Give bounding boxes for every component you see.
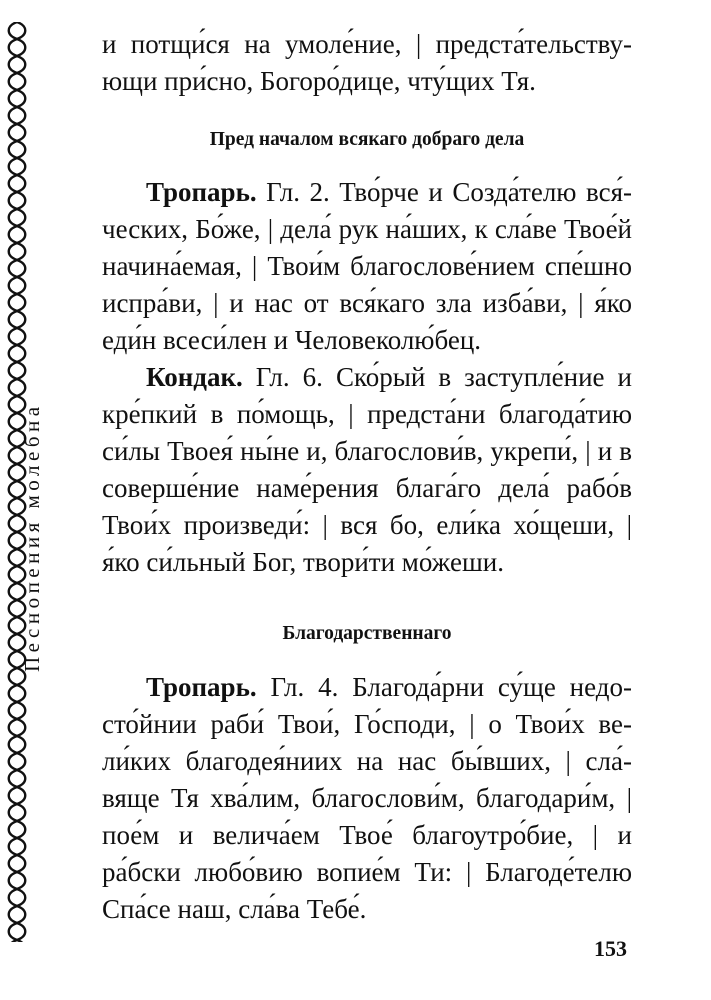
continuation-paragraph: и потщи́ся на умоле́ние, | предста́тельствующи при́сно, Богоро́дице, чту́щих Тя. [102, 29, 632, 96]
troparion-paragraph-1 [102, 174, 632, 359]
troparion-label: Тропарь. [146, 177, 257, 207]
troparion-label-2: Тропарь. [146, 672, 257, 702]
troparion-paragraph-2 [102, 669, 632, 928]
kontakion-text: Гл. 6. Ско́рый в заступле́ние и кре́пкий в по́мощь, | предста́ни благода́тию си́лы Твоея́ ны́не и, благослови́в, укрепи́, | и в соверше́ние наме́рения блага́го дела́ рабо́в Твои́х произведи́: | вся бо, ели́ка хо́щеши, | я́ко си́льный Бог, твори́ти мо́жеши. [102, 362, 632, 577]
kontakion-label: Кондак. [146, 362, 243, 392]
running-title: Песнопения молебна [20, 402, 44, 672]
page-number: 153 [594, 936, 627, 961]
page-body [102, 26, 632, 928]
troparion-text-2: Гл. 4. Благода́рни су́ще недосто́йнии раби́ Твои́, Го́споди, | о Твои́х вели́ких благодея́ниих на нас бы́вших, | сла́вяще Тя хва́лим, благослови́м, благодари́м, | пое́м и велича́ем Твое́ благоутро́бие, | и ра́бски любо́вию вопие́м Ти: | Благоде́телю Спа́се наш, сла́ва Тебе́. [102, 672, 632, 924]
troparion-text: Гл. 2. Тво́рче и Созда́телю вся́ческих, Бо́же, | дела́ рук на́ших, к сла́ве Твое́й начина́емая, | Твои́м благослове́нием спе́шно испра́ви, | и нас от вся́каго зла изба́ви, | я́ко еди́н всеси́лен и Человеколю́бец. [102, 177, 632, 355]
kontakion-paragraph [102, 359, 632, 581]
section-heading-good-deed: Пред началом всякаго добраго дела [209, 129, 525, 150]
section-heading-thanksgiving: Благодарственнаго [282, 623, 452, 644]
